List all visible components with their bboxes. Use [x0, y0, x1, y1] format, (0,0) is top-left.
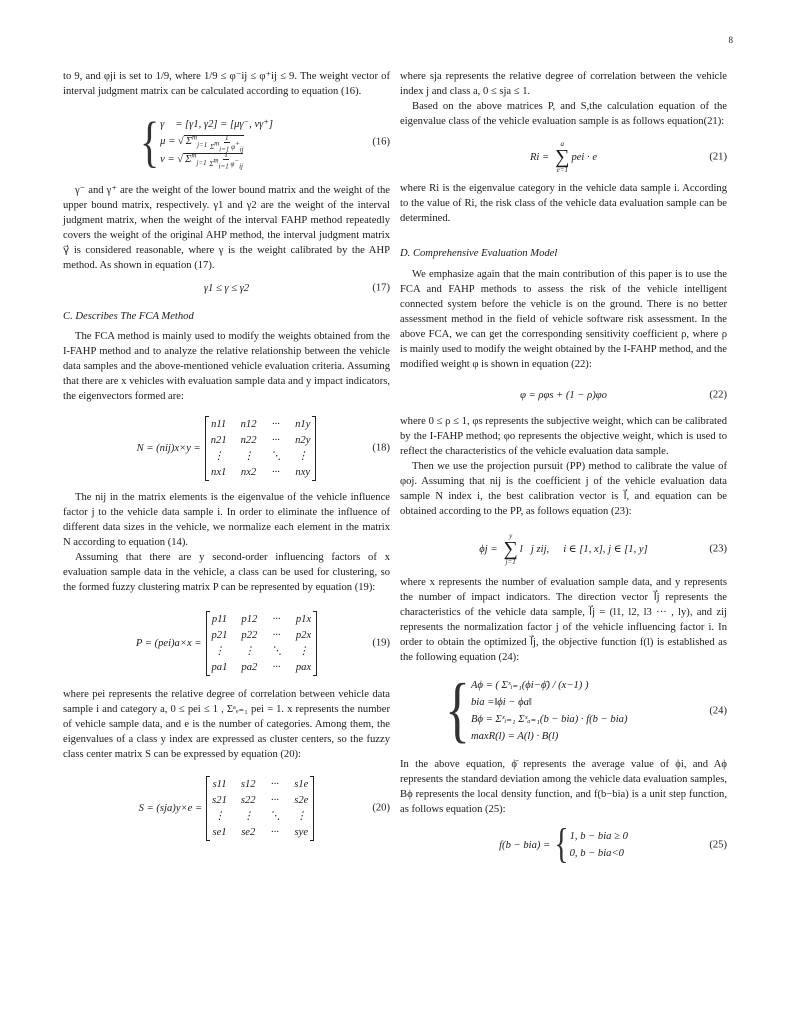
matrix-p: p11 p12 ··· p1x p21 p22 ··· p2x ⋮ ⋮ ⋱ ⋮ pa1 pa2 ··· pax: [206, 611, 318, 676]
left-brace: {: [139, 109, 160, 173]
equation-18: N = (nij)x×y = n11 n12 ··· n1y n21 n22 ··· n2y ⋮ ⋮ ⋱ ⋮ nx1 nx2 ··· nxy (18): [63, 410, 390, 486]
paragraph: We emphasize again that the main contribution of this paper is to use the FCA and FAHP methods to assess the risk of the vehicle intelligent connected system before the vehicle is on the ground. There is no better assessment method in the field of vehicle software risk assessment. In the above FCA, we can get the corresponding sensitivity coefficient ρ, where ρ is mainly used to modify the weight obtained by the I-FAHP method, and the modified weight φ is shown in equation (22):: [400, 269, 727, 370]
summation: y ∑ j=1: [503, 532, 518, 566]
matrix-s: s11 s12 ··· s1e s21 s22 ··· s2e ⋮ ⋮ ⋱ ⋮ se1 se2 ··· sye: [206, 776, 314, 841]
paragraph: Based on the above matrices P, and S,the calculation equation of the eigenvalue class of the vehicle evaluation sample is as follows equation(21):: [400, 101, 727, 127]
section-heading: C. Describes The FCA Method: [63, 311, 194, 322]
left-brace: {: [554, 821, 569, 868]
paragraph: Then we use the projection pursuit (PP) method to calibrate the value of φoj. Assuming that nij is the coefficient j of the vehicle evaluation data sample N index i, the best calibration vector is l⃗, and equation can be obtained according to the PP, as follows equation (23):: [400, 461, 727, 517]
eq25-case-1: 1, b − bia ≥ 0: [569, 831, 628, 842]
eq24-line-2: bia =‖ϕi − ϕa‖: [470, 697, 532, 708]
equation-number: (20): [372, 802, 390, 814]
paragraph: where 0 ≤ ρ ≤ 1, φs represents the subjective weight, which can be calibrated by the I-FAHP method; φo represents the objective weight, which is used to reflect the characteristics of the vehicle evaluation data sample.: [400, 416, 727, 457]
paragraph: Assuming that there are y second-order influencing factors of x evaluation sample data in the vehicle, a class can be used for clustering, so the formed fuzzy clustering matrix P can be represented by equation (19):: [63, 552, 390, 593]
equation-19: P = (pei)a×x = p11 p12 ··· p1x p21 p22 ··· p2x ⋮ ⋮ ⋱ ⋮ pa1 pa2 ··· pax (19): [63, 605, 390, 681]
equation-number: (18): [372, 442, 390, 454]
equation-number: (19): [372, 637, 390, 649]
eq16-line-3: ν = √ $\Sigma^m_{j=1}$ $\frac{1}{\Sigma^m_{i=1} \varphi^-_{ij}}$: [160, 150, 243, 170]
equation-22: φ = ρφs + (1 − ρ)φo (22): [520, 389, 727, 401]
equation-25: f(b − bia) = { 1, b − bia ≥ 0 0, b − bia<0 (25): [499, 821, 727, 868]
equation-number: (17): [372, 282, 390, 294]
equation-24: [400, 670, 727, 751]
summation: a ∑ e=1: [555, 140, 570, 174]
eq25-case-2: 0, b − bia<0: [569, 848, 624, 859]
section-heading: D. Comprehensive Evaluation Model: [400, 248, 558, 259]
eq24-line-4: maxR(l) = A(l) · B(l): [470, 731, 559, 742]
equation-23: ϕj = y ∑ j=1 l⃗j zij, i ∈ [1, x], j ∈ [1, y] (23): [479, 532, 727, 566]
left-brace: {: [445, 670, 470, 751]
equation-16: [63, 111, 390, 173]
equation-number: (16): [372, 136, 390, 148]
equation-21: Ri = a ∑ e=1 pei · e (21): [529, 140, 727, 174]
matrix-n: n11 n12 ··· n1y n21 n22 ··· n2y ⋮ ⋮ ⋱ ⋮ nx1 nx2 ··· nxy: [205, 416, 317, 481]
equation-number: (25): [709, 839, 727, 851]
equation-number: (22): [709, 389, 727, 401]
left-column: [63, 69, 390, 846]
eq24-line-3: Bϕ = Σˣᵢ₌₁ Σˣₐ₌₁(b − bia) · f(b − bia): [470, 714, 628, 725]
equation-20: S = (sja)y×e = s11 s12 ··· s1e s21 s22 ··· s2e ⋮ ⋮ ⋱ ⋮ se1 se2 ··· sye (20): [63, 770, 390, 846]
paragraph: where x represents the number of evaluation sample data, and y represents the number of impact indicators. The direction vector l⃗j represents the characteristics of the vehicle data sample, l⃗j = (l1, l2, l3 ··· , ly), and zij represents the normalization factor j of the vehicle influencing factor i. In order to obtain the optimized l⃗j, the objective function f(l) is established as the following equation (24):: [400, 577, 727, 663]
equation-17: γ1 ≤ γ ≤ γ2 (17): [203, 282, 390, 294]
equation-number: (23): [709, 543, 727, 555]
right-column: [400, 69, 727, 868]
paragraph: where pei represents the relative degree of correlation between vehicle data sample i and category a, 0 ≤ pei ≤ 1 , Σᵃₑ₌₁ pei = 1. x represents the number of vehicle sample data, and e is the number of categories. Among them, the eigenvalues of a class y index are expressed as cluster centers, so the fuzzy class center matrix S can be expressed by equation (20):: [63, 689, 390, 760]
equation-number: (21): [709, 151, 727, 163]
page-number: 8: [728, 35, 733, 45]
paragraph: In the above equation, ϕ̄ represents the average value of ϕi, and Aϕ represents the standard deviation among the vehicle data evaluation samples, Bϕ represents the local density function, and f(b−bia) is a unit step function, as follows equation (25):: [400, 759, 727, 815]
paragraph: where sja represents the relative degree of correlation between the vehicle index j and class a, 0 ≤ sja ≤ 1.: [400, 71, 727, 97]
paragraph: γ⁻ and γ⁺ are the weight of the lower bound matrix and the weight of the upper bound matrix, respectively. γ1 and γ2 are the weight of the interval judgment matrix, when the weight of the interval FAHP method repeatedly covers the weight of the original AHP method, the interval judgment matrix γ⃗ is considered reasonable, where γ is the weight calibrated by the AHP method. As shown in equation (17).: [63, 185, 390, 271]
paragraph: to 9, and φji is set to 1/9, where 1/9 ≤ φ⁻ij ≤ φ⁺ij ≤ 9. The weight vector of interval judgment matrix can be calculated according to equation (16).: [63, 71, 390, 97]
eq16-line-2: μ = √ $\Sigma^m_{j=1}$ $\frac{1}{\Sigma^m_{i=1} \varphi^+_{ij}}$: [160, 133, 244, 153]
paragraph: The FCA method is mainly used to modify the weights obtained from the I-FAHP method and to analyze the relative relationship between the vehicle data samples and the above-mentioned vehicle evaluation criteria. Assuming that there are x vehicles with evaluation sample data and y impact indicators, the eigenvectors formed are:: [63, 331, 390, 402]
equation-number: (24): [709, 705, 727, 717]
paragraph: where Ri is the eigenvalue category in the vehicle data sample i. According to the value of Ri, the risk class of the vehicle data evaluation sample can be determined.: [400, 183, 727, 224]
eq24-line-1: Aϕ = ( Σˣᵢ₌₁(ϕi−ϕ̄) / (x−1) ): [470, 680, 589, 691]
paragraph: The nij in the matrix elements is the eigenvalue of the vehicle influence factor j to the vehicle data sample i. In order to eliminate the influence of different data sizes in the vehicle, we normalize each element in the matrix N according to equation (14).: [63, 492, 390, 548]
eq16-line-1: γ⃗ = [γ1, γ2] = [μγ⁻, νγ⁺]: [160, 119, 274, 131]
